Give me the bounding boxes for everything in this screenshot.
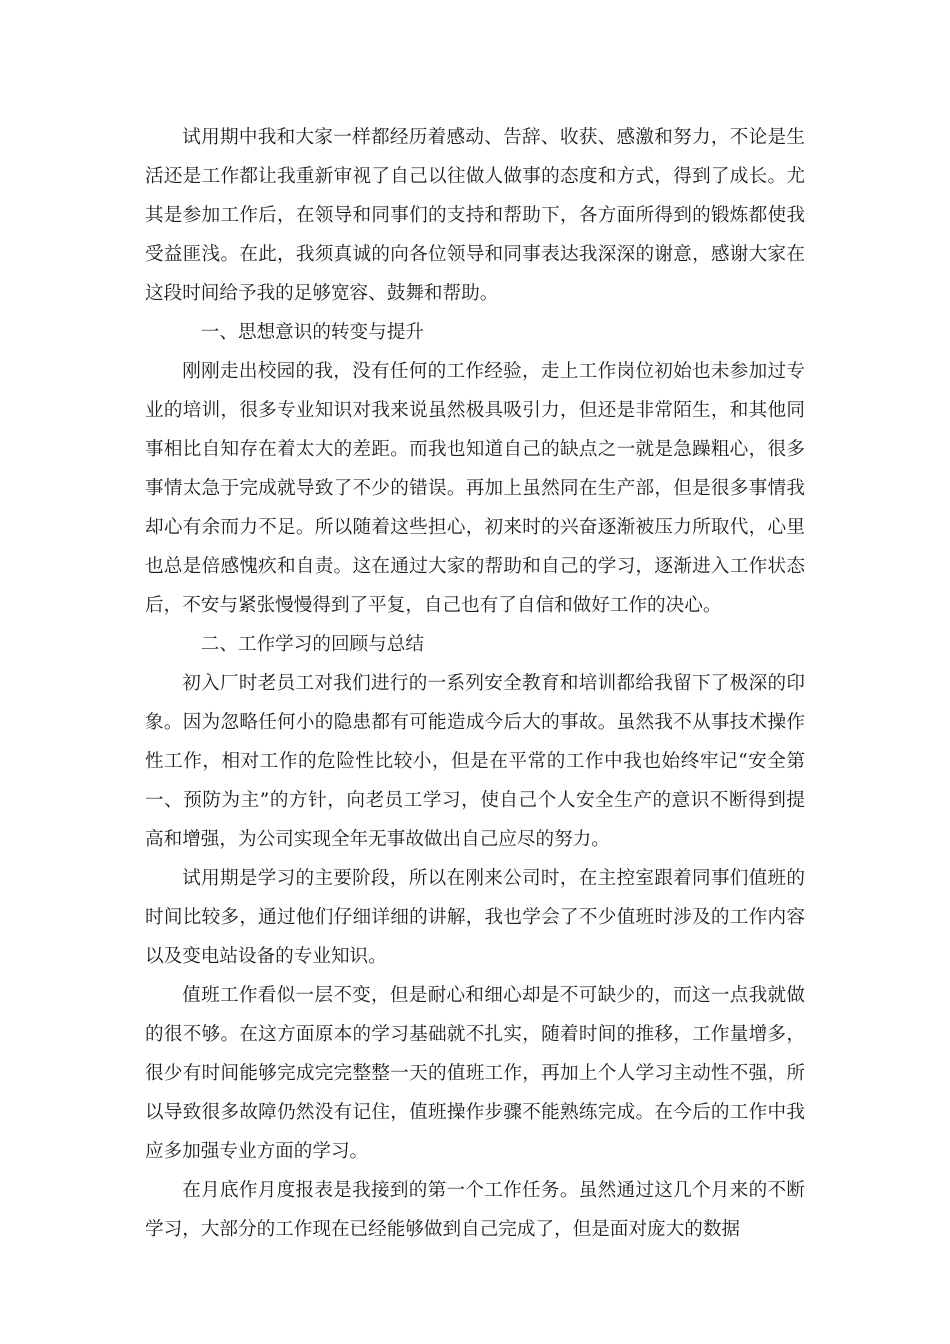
- paragraph-section-1: 刚刚走出校园的我，没有任何的工作经验，走上工作岗位初始也未参加过专业的培训，很多专业知识对我来说虽然极具吸引力，但还是非常陌生，和其他同事相比自知存在着太大的差距。而我也知道自己的缺点之一就是急躁粗心，很多事情太急于完成就导致了不少的错误。再加上虽然同在生产部，但是很多事情我却心有余而力不足。所以随着这些担心，初来时的兴奋逐渐被压力所取代，心里也总是倍感愧疚和自责。这在通过大家的帮助和自己的学习，逐渐进入工作状态后，不安与紧张慢慢得到了平复，自己也有了自信和做好工作的决心。: [145, 361, 805, 616]
- paragraph-report: 在月底作月度报表是我接到的第一个工作任务。虽然通过这几个月来的不断学习，大部分的工作现在已经能够做到自己完成了，但是面对庞大的数据: [145, 1180, 805, 1240]
- paragraph-intro: 试用期中我和大家一样都经历着感动、告辞、收获、感激和努力，不论是生活还是工作都让我重新审视了自己以往做人做事的态度和方式，得到了成长。尤其是参加工作后，在领导和同事们的支持和帮助下，各方面所得到的锻炼都使我受益匪浅。在此，我须真诚的向各位领导和同事表达我深深的谢意，感谢大家在这段时间给予我的足够宽容、鼓舞和帮助。: [145, 127, 805, 304]
- section-heading-2: 二、工作学习的回顾与总结: [200, 634, 424, 655]
- paragraph-safety: 初入厂时老员工对我们进行的一系列安全教育和培训都给我留下了极深的印象。因为忽略任何小的隐患都有可能造成今后大的事故。虽然我不从事技术操作性工作，相对工作的危险性比较小，但是在平常的工作中我也始终牢记“安全第一、预防为主”的方针，向老员工学习，使自己个人安全生产的意识不断得到提高和增强，为公司实现全年无事故做出自己应尽的努力。: [145, 673, 805, 850]
- document-body: [145, 118, 805, 1249]
- paragraph-duty: 值班工作看似一层不变，但是耐心和细心却是不可缺少的，而这一点我就做的很不够。在这方面原本的学习基础就不扎实，随着时间的推移，工作量增多，很少有时间能够完成完完整整一天的值班工作，再加上个人学习主动性不强，所以导致很多故障仍然没有记住，值班操作步骤不能熟练完成。在今后的工作中我应多加强专业方面的学习。: [145, 985, 805, 1162]
- section-heading-1: 一、思想意识的转变与提升: [200, 322, 424, 343]
- paragraph-probation: 试用期是学习的主要阶段，所以在刚来公司时，在主控室跟着同事们值班的时间比较多，通过他们仔细详细的讲解，我也学会了不少值班时涉及的工作内容以及变电站设备的专业知识。: [145, 868, 805, 967]
